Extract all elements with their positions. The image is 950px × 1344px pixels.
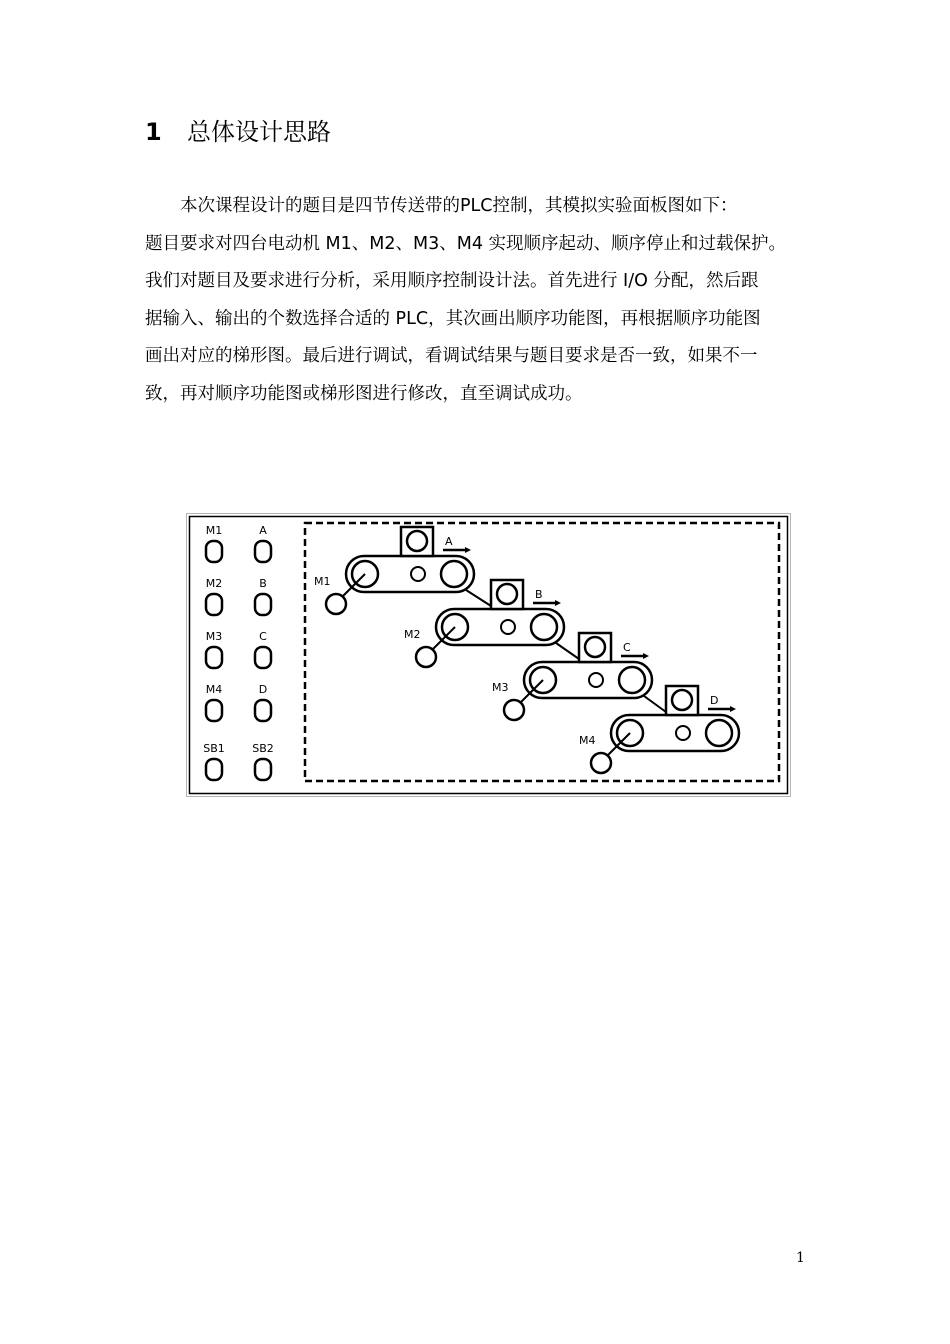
arrow-head-icon [465, 547, 471, 553]
belt-transfer-line [466, 590, 491, 606]
end-roller-icon [619, 667, 645, 693]
indicator-lamp-icon [206, 541, 222, 562]
section-title: 总体设计思路 [187, 118, 331, 146]
load-circle-icon [585, 637, 605, 657]
paragraph-line: 致，再对顺序功能图或梯形图进行修改，直至调试成功。 [145, 383, 583, 404]
intro-paragraph [145, 188, 805, 413]
motor-label: M2 [404, 628, 421, 641]
arrow-head-icon [555, 600, 561, 606]
idler-roller-icon [501, 620, 515, 634]
arrow-head-icon [643, 653, 649, 659]
end-roller-icon [706, 720, 732, 746]
end-roller-icon [441, 561, 467, 587]
idler-roller-icon [589, 673, 603, 687]
conveyor-arrow-label: C [623, 641, 631, 654]
idler-roller-icon [411, 567, 425, 581]
indicator-lamp-icon [255, 594, 271, 615]
indicator-lamp-icon [206, 647, 222, 668]
indicator-label: B [259, 577, 267, 590]
load-circle-icon [407, 531, 427, 551]
indicator-lamp-icon [206, 594, 222, 615]
section-number: 1 [145, 118, 162, 146]
figure-frame [187, 514, 791, 797]
indicator-label: M4 [205, 683, 223, 696]
indicator-label: M2 [205, 577, 223, 590]
motor-label: M1 [314, 575, 331, 588]
belt-transfer-line [644, 696, 666, 712]
indicator-label: M3 [205, 630, 223, 643]
conveyor-arrow-label: A [445, 535, 453, 548]
indicator-lamp-icon [255, 700, 271, 721]
paragraph-line: 本次课程设计的题目是四节传送带的PLC控制，其模拟实验面板图如下： [180, 196, 738, 216]
indicator-label: SB1 [203, 742, 225, 755]
arrow-head-icon [730, 706, 736, 712]
indicator-lamp-icon [255, 759, 271, 780]
belt-transfer-line [556, 643, 579, 659]
indicator-label: D [258, 683, 268, 696]
conveyor-arrow-label: D [710, 694, 719, 707]
conveyor-panel-figure [186, 513, 791, 797]
load-circle-icon [672, 690, 692, 710]
conveyor-panel-svg [186, 513, 791, 797]
paragraph-line: 画出对应的梯形图。最后进行调试，看调试结果与题目要求是否一致，如果不一 [145, 346, 758, 366]
end-roller-icon [531, 614, 557, 640]
indicator-label: A [259, 524, 267, 537]
motor-label: M4 [579, 734, 596, 747]
indicator-lamp-icon [206, 700, 222, 721]
load-circle-icon [497, 584, 517, 604]
indicator-lamp-icon [206, 759, 222, 780]
motor-label: M3 [492, 681, 509, 694]
indicator-label: SB2 [252, 742, 274, 755]
indicator-lamp-icon [255, 647, 271, 668]
paragraph-line: 题目要求对四台电动机 M1、M2、M3、M4 实现顺序起动、顺序停止和过载保护。 [145, 233, 787, 254]
paragraph-line: 据输入、输出的个数选择合适的 PLC，其次画出顺序功能图，再根据顺序功能图 [145, 308, 761, 329]
indicator-lamp-icon [255, 541, 271, 562]
idler-roller-icon [676, 726, 690, 740]
indicator-label: M1 [205, 524, 223, 537]
conveyor-arrow-label: B [535, 588, 543, 601]
paragraph-line: 我们对题目及要求进行分析，采用顺序控制设计法。首先进行 I/O 分配，然后跟 [145, 271, 759, 291]
page-number: 1 [796, 1250, 805, 1266]
indicator-label: C [259, 630, 267, 643]
section-heading [145, 112, 331, 147]
